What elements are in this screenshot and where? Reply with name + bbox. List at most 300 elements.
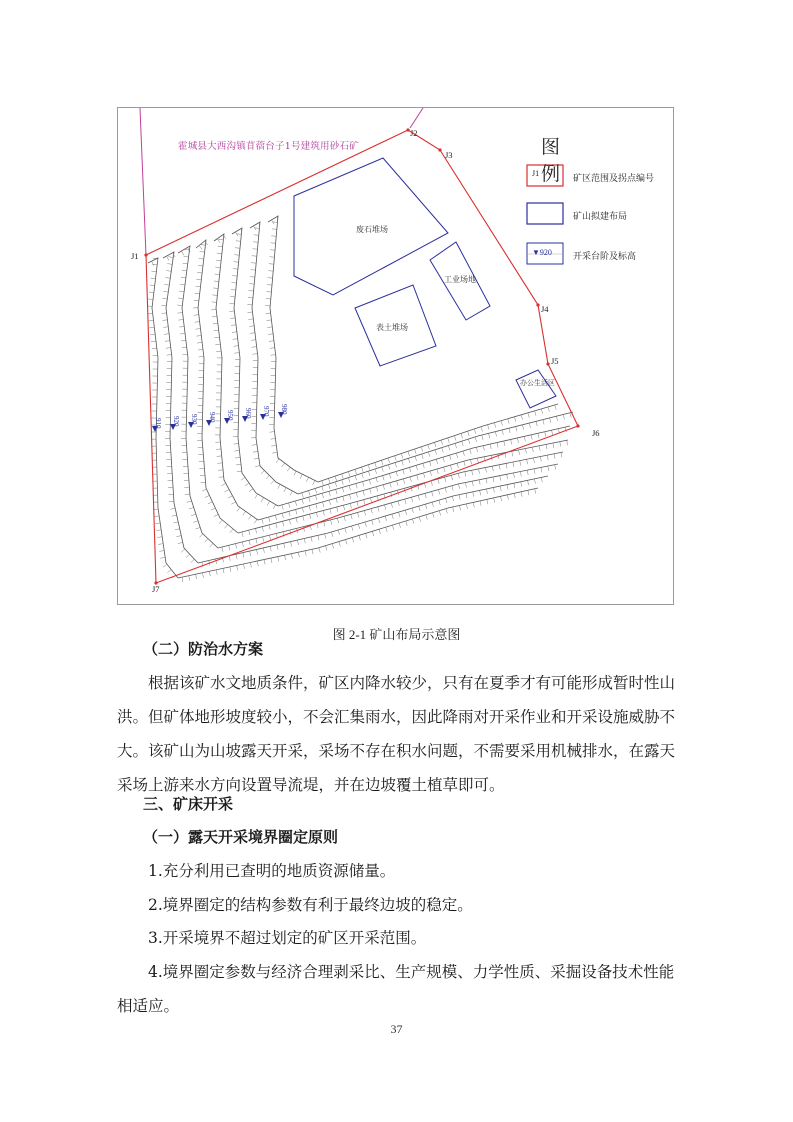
hatch-tick (528, 413, 529, 418)
hatch-tick (474, 429, 476, 434)
hatch-tick (398, 501, 399, 506)
hatch-tick (209, 571, 210, 576)
hatch-tick (363, 482, 364, 487)
hatch-tick (210, 543, 213, 547)
hatch-tick (472, 481, 473, 486)
hatch-tick (277, 545, 278, 550)
legend-symbol-layout (527, 203, 563, 224)
mine-layout-figure (117, 107, 674, 605)
hatch-tick (357, 502, 358, 507)
legend-item-boundary: 矿区范围及拐点编号 (573, 174, 655, 184)
hatch-tick (311, 537, 312, 542)
hatch-tick (176, 536, 181, 537)
hatch-tick (196, 286, 201, 287)
hatch-tick (216, 351, 221, 352)
hatch-tick (425, 504, 426, 509)
hatch-tick (553, 443, 554, 448)
hatch-tick (419, 517, 420, 522)
hatch-tick (218, 239, 223, 240)
hatch-tick (270, 439, 275, 440)
hatch-tick (521, 415, 522, 420)
hatch-tick (500, 476, 501, 481)
hatch-tick (436, 459, 437, 464)
hatch-tick (362, 473, 364, 478)
hatch-tick (237, 507, 240, 511)
paragraph: 根据该矿水文地质条件，矿区内降水较少，只有在夏季才有可能形成暂时性山洪。但矿体地形坡度较小，不会汇集雨水，因此降雨对开采作业和开采设施威胁不大。该矿山为山坡露天开采，采场不存在积水问题，不需要采用机械排水，在露天采场上游来水方向设置导流堤，并在边坡覆土植草即可。 (117, 674, 676, 794)
hatch-tick (261, 498, 264, 502)
hatch-tick (418, 495, 419, 500)
hatch-tick (178, 298, 183, 299)
hatch-tick (338, 530, 339, 535)
section-heading: 三、矿床开采 (143, 795, 234, 813)
hatch-tick (162, 298, 167, 299)
hatch-tick (438, 490, 439, 495)
hatch-tick (229, 545, 230, 550)
hatch-tick (295, 501, 296, 506)
hatch-tick (372, 531, 373, 536)
hatch-tick (252, 347, 257, 348)
mine-boundary (146, 130, 578, 583)
hatch-tick (249, 489, 253, 492)
hatch-tick (548, 407, 549, 412)
hatch-tick (195, 322, 200, 323)
hatch-tick (384, 505, 385, 510)
hatch-tick (335, 482, 337, 487)
hatch-tick (289, 511, 290, 516)
hatch-tick (543, 420, 544, 425)
hatch-tick (376, 487, 377, 492)
hatch-tick (560, 442, 561, 447)
hatch-tick (459, 484, 460, 489)
hatch-tick (218, 246, 223, 247)
hatch-tick (504, 441, 505, 446)
hatch-tick (538, 433, 539, 438)
zone-label-office: 办公生活区 (520, 379, 555, 387)
hatch-tick (269, 525, 270, 530)
hatch-tick (199, 534, 202, 538)
hatch-tick (278, 484, 280, 488)
hatch-tick (254, 458, 259, 459)
hatch-tick (242, 542, 243, 547)
zone-label-topsoil: 表土堆场 (376, 323, 408, 332)
hatch-tick (150, 334, 155, 335)
hatch-tick (263, 548, 264, 553)
hatch-tick (403, 469, 404, 474)
hatch-tick (421, 447, 423, 452)
hatch-tick (215, 337, 220, 338)
hatch-tick (410, 477, 411, 482)
hatch-tick (196, 279, 201, 280)
hatch-tick (250, 551, 251, 556)
hatch-tick (216, 570, 217, 575)
hatch-tick (152, 261, 154, 265)
hatch-tick (336, 498, 337, 503)
bench-label: 970 (262, 406, 270, 417)
hatch-tick (336, 489, 337, 494)
point-label-j6: J6 (592, 428, 600, 438)
hatch-tick (477, 458, 478, 463)
hatch-tick (149, 292, 154, 293)
hatch-tick (348, 472, 350, 477)
hatch-tick (480, 501, 481, 506)
hatch-tick (194, 300, 199, 301)
hatch-tick (269, 535, 270, 540)
hatch-tick (179, 326, 184, 327)
hatch-tick (193, 521, 198, 523)
hatch-tick (313, 480, 315, 484)
hatch-tick (450, 455, 451, 460)
hatch-tick (329, 500, 330, 505)
hatch-tick (412, 519, 413, 524)
hatch-tick (302, 499, 303, 504)
hatch-tick (189, 507, 194, 509)
hatch-tick (270, 348, 275, 349)
hatch-tick (162, 320, 167, 321)
hatch-tick (208, 502, 213, 504)
hatch-tick (319, 548, 320, 553)
hatch-tick (545, 432, 546, 437)
hatch-tick (541, 409, 542, 414)
hatch-tick (250, 333, 255, 334)
hatch-tick (368, 471, 370, 476)
hatch-tick (342, 487, 343, 492)
hatch-tick (230, 529, 233, 533)
hatch-tick (261, 470, 265, 474)
hatch-tick (391, 492, 392, 497)
hatch-tick (180, 284, 185, 285)
hatch-tick (464, 461, 465, 466)
hatch-tick (501, 496, 502, 501)
hatch-tick (282, 463, 285, 467)
hatch-tick (567, 440, 568, 445)
hatch-tick (254, 519, 257, 523)
hatch-tick (178, 313, 183, 314)
hatch-tick (355, 475, 357, 480)
hatch-tick (236, 464, 241, 465)
hatch-tick (417, 475, 418, 480)
hatch-tick (419, 506, 420, 511)
hatch-tick (479, 480, 480, 485)
hatch-tick (473, 502, 474, 507)
office-area (516, 370, 556, 408)
hatch-tick (382, 467, 384, 472)
hatch-tick (356, 492, 357, 497)
hatch-tick (423, 473, 424, 478)
hatch-tick (513, 462, 514, 467)
hatch-tick (271, 355, 276, 356)
point-label-j4: J4 (541, 304, 549, 314)
hatch-tick (161, 305, 166, 306)
hatch-tick (514, 417, 515, 422)
bench-label: 910 (154, 418, 162, 429)
hatch-tick (528, 490, 529, 495)
paragraph: 1.充分利用已查明的地质资源储量。 (148, 862, 396, 880)
hatch-tick (448, 445, 450, 450)
hatch-tick (256, 550, 257, 555)
hatch-tick (494, 498, 495, 503)
hatch-tick (212, 316, 217, 317)
hatch-tick (269, 517, 270, 522)
hatch-tick (249, 530, 250, 535)
hatch-tick (152, 348, 157, 349)
hatch-tick (248, 312, 253, 313)
hatch-tick (540, 457, 541, 462)
hatch-tick (322, 486, 324, 491)
hatch-tick (507, 474, 508, 479)
hatch-tick (151, 278, 156, 279)
hatch-tick (230, 318, 235, 319)
hatch-tick (271, 558, 272, 563)
hatch-tick (376, 478, 377, 483)
hatch-tick (289, 503, 290, 508)
hatch-tick (250, 562, 251, 567)
hatch-tick (546, 444, 547, 449)
bench-hatching (147, 216, 571, 582)
bench-label: 930 (190, 414, 198, 425)
hatch-tick (371, 509, 372, 514)
hatch-tick (554, 454, 555, 459)
hatch-tick (170, 508, 175, 509)
hatch-tick (465, 472, 466, 477)
legend-title: 图 例 (541, 136, 591, 185)
hatch-tick (524, 436, 525, 441)
hatch-tick (461, 433, 463, 438)
hatch-tick (282, 521, 283, 526)
hatch-tick (479, 469, 480, 474)
hatch-tick (316, 504, 317, 509)
hatch-tick (471, 459, 472, 464)
hatch-tick (401, 454, 403, 459)
hatch-tick (511, 439, 512, 444)
hatch-tick (490, 444, 491, 449)
hatch-tick (199, 356, 204, 357)
hatch-tick (198, 349, 203, 350)
hatch-tick (234, 444, 239, 445)
hatch-tick (450, 465, 451, 470)
hatch-tick (181, 277, 186, 278)
hatch-tick (196, 336, 201, 337)
outer-boundary-line (410, 108, 423, 128)
hatch-tick (346, 540, 347, 545)
hatch-tick (164, 334, 169, 335)
hatch-tick (196, 329, 201, 330)
hatch-tick (300, 474, 302, 478)
hatch-tick (470, 449, 471, 454)
paragraph: 4.境界圈定参数与经济合理剥采比、生产规模、力学性质、采掘设备技术性能相适应。 (117, 963, 675, 1015)
hatch-tick (339, 542, 340, 547)
hatch-tick (355, 469, 357, 474)
hatch-tick (352, 526, 353, 531)
hatch-tick (318, 535, 319, 540)
map-title: 霍城县大西沟镇苜蓿台子1号建筑用砂石矿 (178, 141, 359, 152)
hatch-tick (214, 281, 219, 282)
hatch-tick (481, 427, 483, 432)
hatch-tick (431, 481, 432, 486)
hatch-tick (211, 309, 216, 310)
hatch-tick (235, 457, 240, 458)
hatch-tick (242, 532, 243, 537)
hatch-tick (155, 523, 160, 524)
hatch-tick (215, 344, 220, 345)
hatch-tick (487, 499, 488, 504)
hatch-tick (369, 480, 370, 485)
hatch-tick (291, 554, 292, 559)
hatch-tick (298, 552, 299, 557)
hatch-tick (351, 514, 352, 519)
hatch-tick (328, 484, 330, 489)
hatch-tick (547, 455, 548, 460)
hatch-tick (473, 492, 474, 497)
hatch-tick (166, 348, 171, 349)
hatch-tick (149, 320, 154, 321)
hatch-tick (439, 500, 440, 505)
hatch-tick (468, 439, 470, 444)
hatch-tick (249, 540, 250, 545)
point-label-j2: J2 (410, 128, 418, 138)
hatch-tick (433, 513, 434, 518)
hatch-tick (405, 510, 406, 515)
hatch-tick (438, 479, 439, 484)
hatch-tick (195, 293, 200, 294)
hatch-tick (183, 263, 188, 264)
hatch-tick (335, 476, 337, 481)
hatch-tick (330, 509, 331, 514)
hatch-tick (167, 570, 171, 573)
hatch-tick (462, 441, 464, 446)
hatch-tick (197, 272, 202, 273)
hatch-tick (297, 540, 298, 545)
hatch-tick (570, 413, 571, 418)
hatch-tick (202, 489, 207, 491)
hatch-tick (499, 465, 500, 470)
hatch-tick (480, 490, 481, 495)
hatch-tick (381, 460, 383, 465)
hatch-tick (533, 458, 534, 463)
hatch-tick (296, 509, 297, 514)
hatch-tick (230, 567, 231, 572)
hatch-tick (385, 516, 386, 521)
hatch-tick (378, 507, 379, 512)
point-label-j5: J5 (551, 356, 559, 366)
hatch-tick (412, 508, 413, 513)
hatch-tick (434, 442, 436, 447)
hatch-tick (262, 519, 263, 524)
hatch-tick (483, 446, 484, 451)
hatch-tick (408, 458, 410, 463)
hatch-tick (539, 446, 540, 451)
hatch-tick (446, 498, 447, 503)
paragraph: 2.境界圈定的结构参数有利于最终边坡的稳定。 (148, 896, 473, 914)
hatch-tick (325, 546, 326, 551)
hatch-tick (322, 493, 323, 498)
hatch-tick (534, 479, 535, 484)
hatch-tick (408, 451, 410, 456)
hatch-tick (302, 493, 304, 498)
hatch-tick (494, 423, 495, 428)
hatch-tick (416, 465, 417, 470)
outer-boundary-line (140, 108, 146, 255)
hatch-tick (175, 529, 180, 530)
legend-symbol-label: ▼920 (532, 248, 552, 257)
hatch-tick (270, 432, 275, 433)
hatch-tick (458, 473, 459, 478)
hatch-tick (211, 508, 216, 510)
hatch-tick (266, 313, 271, 314)
hatch-tick (159, 551, 164, 552)
hatch-tick (167, 264, 172, 265)
hatch-tick (495, 432, 496, 437)
hatch-tick (402, 460, 404, 465)
hatch-tick (202, 573, 203, 578)
hatch-tick (486, 489, 487, 494)
hatch-tick (328, 478, 330, 483)
hatch-tick (225, 524, 228, 528)
hatch-tick (448, 438, 450, 443)
hatch-tick (455, 443, 457, 448)
bench-label: 940 (208, 412, 216, 423)
hatch-tick (446, 509, 447, 514)
hatch-tick (196, 574, 197, 579)
hatch-tick (217, 253, 222, 254)
hatch-tick (323, 511, 324, 516)
hatch-tick (213, 323, 218, 324)
hatch-tick (444, 467, 445, 472)
hatch-tick (200, 252, 205, 253)
hatch-tick (234, 353, 239, 354)
hatch-tick (219, 520, 222, 524)
hatch-tick (521, 482, 522, 487)
hatch-tick (519, 450, 520, 455)
hatch-tick (356, 484, 357, 489)
hatch-tick (255, 528, 256, 533)
hatch-tick (303, 516, 304, 521)
hatch-tick (266, 475, 270, 479)
hatch-tick (392, 525, 393, 530)
hatch-tick (151, 341, 156, 342)
hatch-tick (396, 471, 397, 476)
hatch-tick (348, 478, 350, 483)
hatch-tick (205, 539, 208, 543)
hatch-tick (234, 450, 239, 451)
hatch-tick (229, 311, 234, 312)
hatch-tick (262, 527, 263, 532)
hatch-tick (199, 258, 204, 259)
hatch-tick (284, 488, 286, 492)
hatch-tick (476, 447, 477, 452)
hatch-tick (232, 332, 237, 333)
hatch-tick (237, 471, 242, 472)
hatch-tick (236, 554, 237, 559)
hatch-tick (315, 488, 317, 493)
hatch-tick (248, 515, 251, 519)
hatch-tick (415, 449, 417, 454)
hatch-tick (489, 433, 490, 438)
hatch-tick (555, 465, 556, 470)
hatch-tick (225, 489, 229, 491)
hatch-tick (276, 523, 277, 528)
hatch-tick (337, 518, 338, 523)
hatch-tick (244, 564, 245, 569)
hatch-tick (459, 495, 460, 500)
hatch-tick (443, 457, 444, 462)
hatch-tick (215, 274, 220, 275)
hatch-tick (178, 320, 183, 321)
hatch-tick (282, 505, 283, 510)
hatch-tick (531, 435, 532, 440)
hatch-tick (317, 523, 318, 528)
hatch-tick (278, 557, 279, 562)
hatch-tick (158, 544, 163, 545)
